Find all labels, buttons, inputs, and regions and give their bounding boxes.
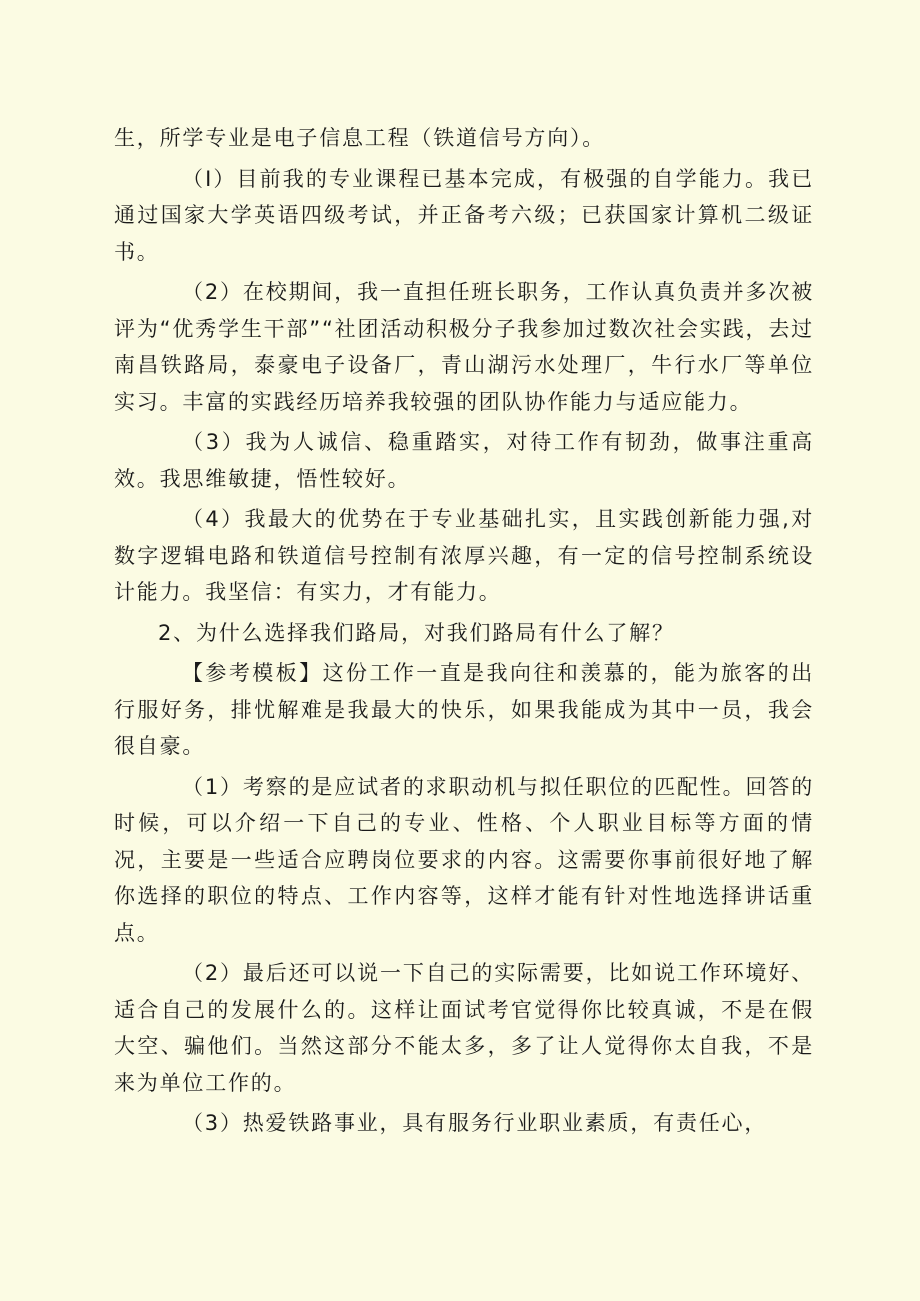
paragraph-point-3: （3）热爱铁路事业，具有服务行业职业素质，有责任心， — [182, 1111, 768, 1135]
paragraph-item-3: （3）我为人诚信、稳重踏实，对待工作有韧劲，做事注重高效。我思维敏捷，悟性较好。 — [114, 430, 814, 491]
paragraph-item-4: （4）我最大的优势在于专业基础扎实，且实践创新能力强,对数字逻辑电路和铁道信号控制有浓厚兴趣，有一定的信号控制系统设计能力。我坚信：有实力，才有能力。 — [114, 507, 814, 604]
paragraph-point-2: （2）最后还可以说一下自己的实际需要，比如说工作环境好、适合自己的发展什么的。这样让面试考官觉得你比较真诚，不是在假大空、骗他们。当然这部分不能太多，多了让人觉得你太自我，不是来为单位工作的。 — [114, 961, 814, 1095]
document-body — [114, 120, 814, 1146]
question-heading: 2、为什么选择我们路局，对我们路局有什么了解？ — [158, 620, 675, 645]
paragraph-item-1: （Ⅰ）目前我的专业课程已基本完成，有极强的自学能力。我已通过国家大学英语四级考试，并正备考六级；已获国家计算机二级证书。 — [114, 166, 814, 264]
reference-template-paragraph: 【参考模板】这份工作一直是我向往和羡慕的，能为旅客的出行服好务，排忧解难是我最大的快乐，如果我能成为其中一员，我会很自豪。 — [114, 661, 814, 758]
paragraph-continuation: 生，所学专业是电子信息工程（铁道信号方向）。 — [114, 126, 606, 150]
paragraph-item-2: （2）在校期间，我一直担任班长职务，工作认真负责并多次被评为“优秀学生干部”“社团活动积极分子我参加过数次社会实践，去过南昌铁路局，泰豪电子设备厂，青山湖污水处理厂，牛行水厂等单位实习。丰富的实践经历培养我较强的团队协作能力与适应能力。 — [114, 280, 814, 414]
paragraph-point-1: （1）考察的是应试者的求职动机与拟任职位的匹配性。回答的时候，可以介绍一下自己的专业、性格、个人职业目标等方面的情况，主要是一些适合应聘岗位要求的内容。这需要你事前很好地了解你选择的职位的特点、工作内容等，这样才能有针对性地选择讲话重点。 — [114, 774, 814, 945]
